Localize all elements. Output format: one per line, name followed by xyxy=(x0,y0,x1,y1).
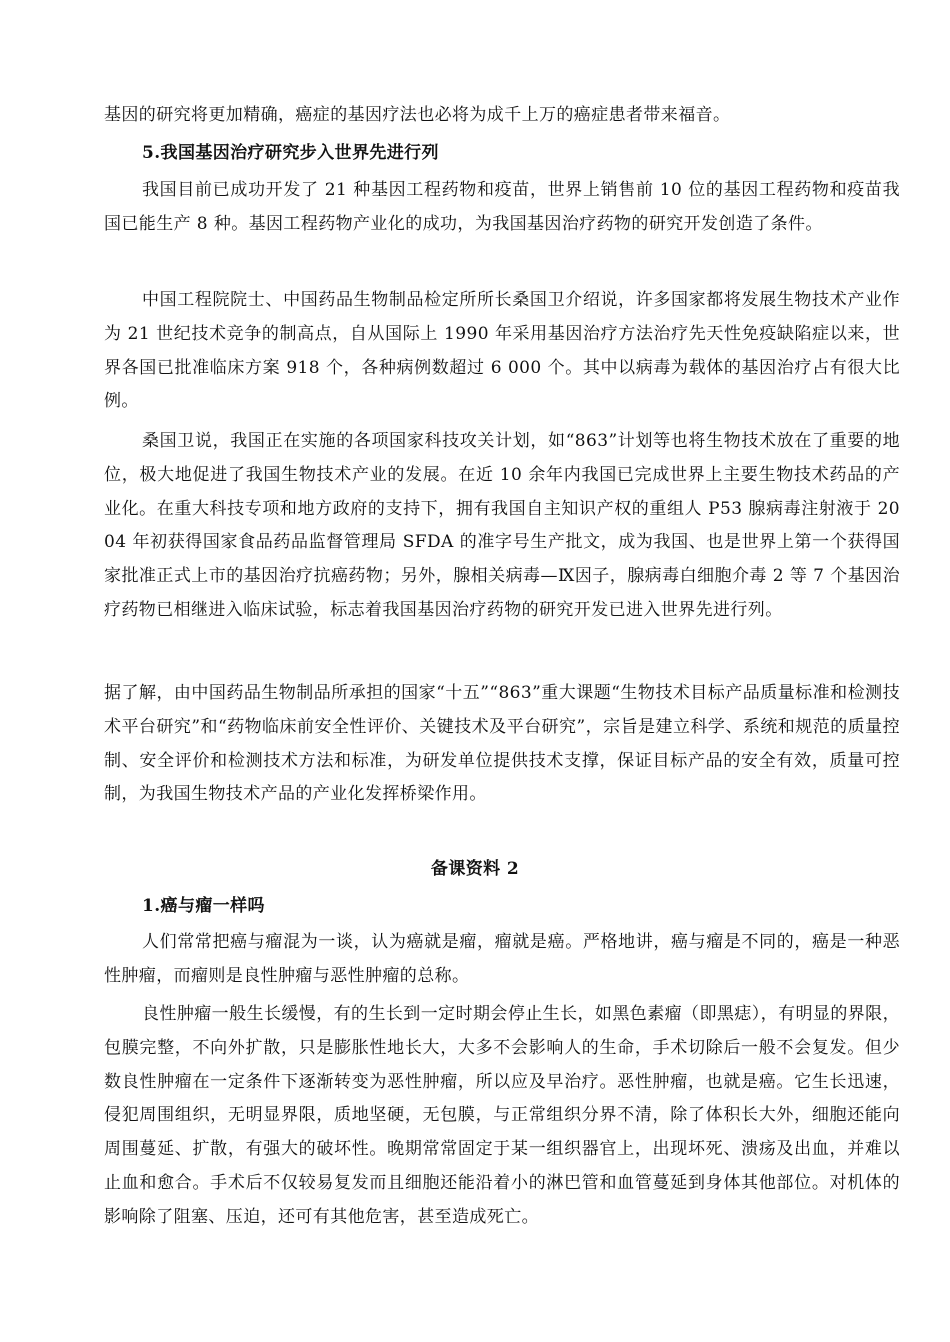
paragraph: 中国工程院院士、中国药品生物制品检定所所长桑国卫介绍说，许多国家都将发展生物技术产业作为 21 世纪技术竞争的制高点，自从国际上 1990 年采用基因治疗方法治疗先天性免疫缺陷症以来，世界各国已批准临床方案 918 个，各种病例数超过 6 000 个。其中以病毒为载体的基因治疗占有很大比例。 xyxy=(104,290,900,412)
section-heading-5: 5.我国基因治疗研究步入世界先进行列 xyxy=(142,143,439,163)
paragraph: 据了解，由中国药品生物制品所承担的国家“十五”“863”重大课题“生物技术目标产品质量标准和检测技术平台研究”和“药物临床前安全性评价、关键技术及平台研究”，宗旨是建立科学、系统和规范的质量控制、安全评价和检测技术方法和标准，为研发单位提供技术支撑，保证目标产品的安全有效，质量可控制，为我国生物技术产品的产业化发挥桥梁作用。 xyxy=(104,683,900,805)
section-title: 备课资料 2 xyxy=(430,859,520,879)
paragraph: 我国目前已成功开发了 21 种基因工程药物和疫苗，世界上销售前 10 位的基因工程药物和疫苗我国已能生产 8 种。基因工程药物产业化的成功，为我国基因治疗药物的研究开发创造了条件。 xyxy=(104,180,900,234)
paragraph: 良性肿瘤一般生长缓慢，有的生长到一定时期会停止生长，如黑色素瘤（即黑痣），有明显的界限，包膜完整，不向外扩散，只是膨胀性地长大，大多不会影响人的生命，手术切除后一般不会复发。但少数良性肿瘤在一定条件下逐渐转变为恶性肿瘤，所以应及早治疗。恶性肿瘤，也就是癌。它生长迅速，侵犯周围组织，无明显界限，质地坚硬，无包膜，与正常组织分界不清，除了体积长大外，细胞还能向周围蔓延、扩散，有强大的破坏性。晚期常常固定于某一组织器官上，出现坏死、溃疡及出血，并难以止血和愈合。手术后不仅较易复发而且细胞还能沿着小的淋巴管和血管蔓延到身体其他部位。对机体的影响除了阻塞、压迫，还可有其他危害，甚至造成死亡。 xyxy=(104,1004,900,1227)
paragraph: 人们常常把癌与瘤混为一谈，认为癌就是瘤，瘤就是癌。严格地讲，癌与瘤是不同的，癌是一种恶性肿瘤，而瘤则是良性肿瘤与恶性肿瘤的总称。 xyxy=(104,932,900,986)
paragraph-continuation: 基因的研究将更加精确，癌症的基因疗法也必将为成千上万的癌症患者带来福音。 xyxy=(104,105,731,125)
section-heading-1: 1.癌与瘤一样吗 xyxy=(142,896,265,916)
paragraph: 桑国卫说，我国正在实施的各项国家科技攻关计划，如“863”计划等也将生物技术放在了重要的地位，极大地促进了我国生物技术产业的发展。在近 10 余年内我国已完成世界上主要生物技术药品的产业化。在重大科技专项和地方政府的支持下，拥有我国自主知识产权的重组人 P53 腺病毒注射液于 2004 年初获得国家食品药品监督管理局 SFDA 的准字号生产批文，成为我国、也是世界上第一个获得国家批准正式上市的基因治疗抗癌药物；另外，腺相关病毒—Ⅸ因子，腺病毒白细胞介毒 2 等 7 个基因治疗药物已相继进入临床试验，标志着我国基因治疗药物的研究开发已进入世界先进行列。 xyxy=(104,431,900,620)
